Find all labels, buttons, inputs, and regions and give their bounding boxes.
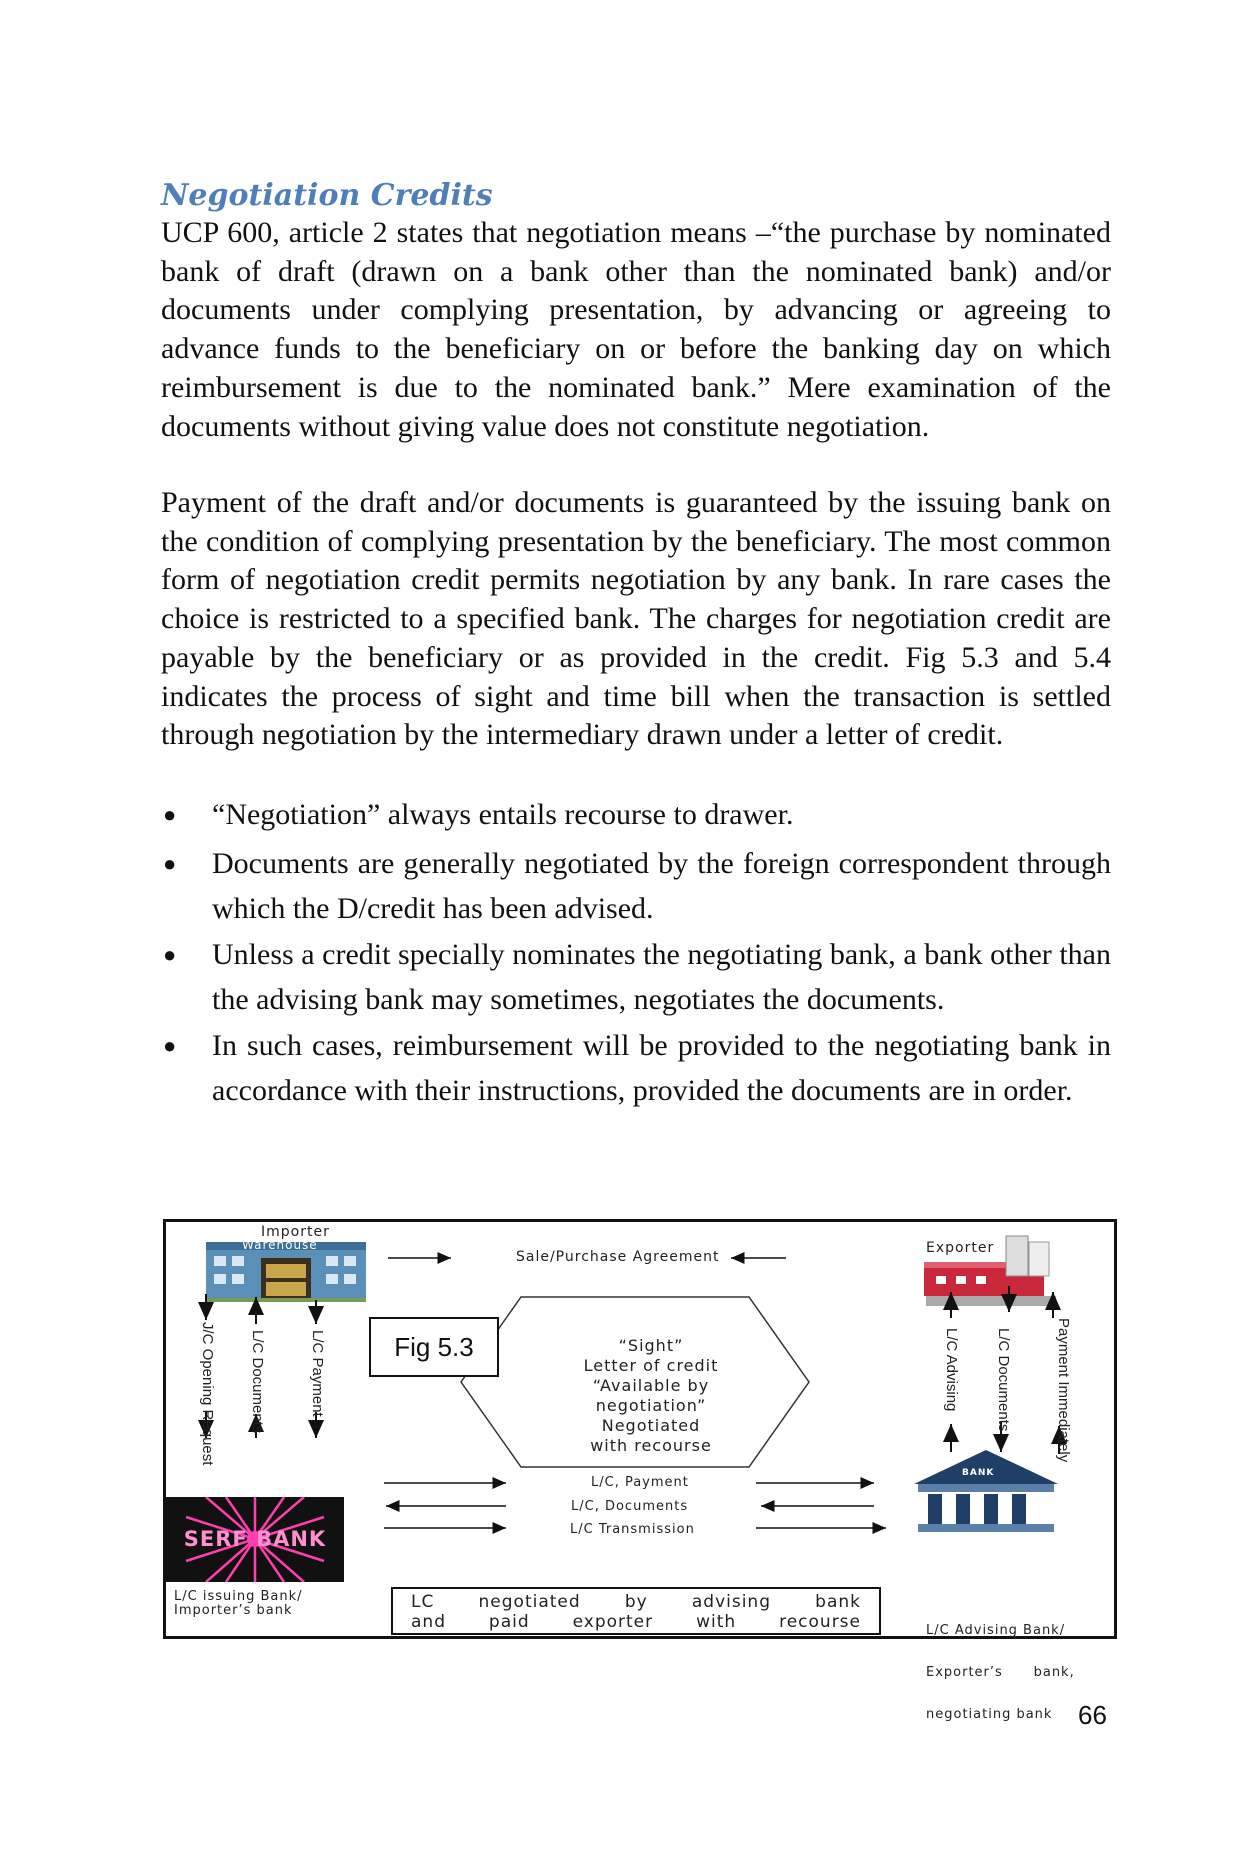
figure-caption-box xyxy=(391,1587,881,1635)
issuing-bank-line: Importer’s bank xyxy=(174,1603,293,1618)
vertical-label-opening-request: J/C Opening Request xyxy=(199,1322,216,1466)
caption-line: LC negotiated by advising bank xyxy=(411,1592,861,1612)
section-title: Negotiation Credits xyxy=(161,178,493,213)
issuing-bank-line: L/C issuing Bank/ xyxy=(174,1589,303,1604)
advising-bank-line: negotiating bank xyxy=(926,1707,1053,1722)
exporter-label: Exporter xyxy=(926,1240,995,1256)
vertical-label-lc-payment: L/C Payment xyxy=(309,1330,326,1417)
advising-bank-line: L/C Advising Bank/ xyxy=(926,1623,1066,1638)
bullet-list xyxy=(161,796,1111,1115)
bank-icon xyxy=(914,1450,1058,1532)
advising-bank-line: Exporter’s bank, xyxy=(926,1665,1075,1680)
paragraph-2: Payment of the draft and/or documents is guaranteed by the issuing bank on the condition of complying presentation by the beneficiary. The most common form of negotiation credit permits negotiation by any bank. In rare cases the choice is restricted to a specified bank. The charges for negotiation credit are payable by the beneficiary or as provided in the credit. Fig 5.3 and 5.4 indicates the process of sight and time bill when the transaction is settled through negotiation by the intermediary drawn under a letter of credit. xyxy=(161,486,1111,752)
hex-line: Letter of credit xyxy=(583,1356,719,1375)
issuing-bank-label xyxy=(174,1590,303,1618)
page-number: 66 xyxy=(1078,1700,1107,1730)
hex-line: “Available by xyxy=(592,1376,710,1395)
hex-line: with recourse xyxy=(590,1436,712,1455)
bank-sign: BANK xyxy=(962,1468,995,1478)
bullet-text: “Negotiation” always entails recourse to drawer. xyxy=(212,798,794,831)
hex-line: Negotiated xyxy=(601,1416,701,1435)
serf-bank-logo xyxy=(166,1497,344,1582)
vertical-label-payment-immediately: Payment Immediately xyxy=(1055,1318,1072,1463)
fig-label-box: Fig 5.3 xyxy=(369,1317,499,1377)
list-item xyxy=(161,1024,1111,1113)
advising-bank-label xyxy=(926,1596,1075,1750)
list-item xyxy=(161,842,1111,931)
caption-line: and paid exporter with recourse xyxy=(411,1612,861,1632)
bullet-text: Documents are generally negotiated by the foreign correspondent through which the D/credit has been advised. xyxy=(212,847,1111,925)
flow-label-documents: L/C, Documents xyxy=(571,1499,689,1514)
paragraph-1: UCP 600, article 2 states that negotiation means –“the purchase by nominated bank of draft (drawn on a bank other than the nominated bank) and/or documents under complying presentation, by advancing or agreeing to advance funds to the beneficiary on or before the banking day on which reimbursement is due to the nominated bank.” Mere examination of the documents without giving value does not constitute negotiation. xyxy=(161,216,1111,443)
hexagon-text xyxy=(521,1336,781,1456)
bullet-icon: ● xyxy=(163,802,177,827)
bullet-text: Unless a credit specially nominates the negotiating bank, a bank other than the advising bank may sometimes, negotiates the documents. xyxy=(212,938,1111,1016)
serf-bank-text: SERF BANK xyxy=(183,1527,327,1551)
hex-line: “Sight” xyxy=(618,1336,684,1355)
agreement-label: Sale/Purchase Agreement xyxy=(516,1249,720,1265)
vertical-label-lc-advising: L/C Advising xyxy=(943,1328,960,1412)
list-item xyxy=(161,796,1111,834)
flow-label-transmission: L/C Transmission xyxy=(570,1522,695,1537)
bullet-icon: ● xyxy=(163,942,177,967)
importer-label: Importer xyxy=(261,1224,330,1240)
vertical-label-lc-documents-left: L/C Documents xyxy=(249,1330,266,1434)
bullet-icon: ● xyxy=(163,1033,177,1058)
bullet-text: In such cases, reimbursement will be provided to the negotiating bank in accordance with their instructions, provided the documents are in order. xyxy=(212,1029,1111,1107)
bullet-icon: ● xyxy=(163,851,177,876)
hex-line: negotiation” xyxy=(595,1396,707,1415)
warehouse-label: Warehouse xyxy=(242,1238,318,1252)
flow-label-payment: L/C, Payment xyxy=(591,1475,689,1490)
list-item xyxy=(161,933,1111,1022)
vertical-label-lc-documents-right: L/C Documents xyxy=(995,1328,1012,1432)
